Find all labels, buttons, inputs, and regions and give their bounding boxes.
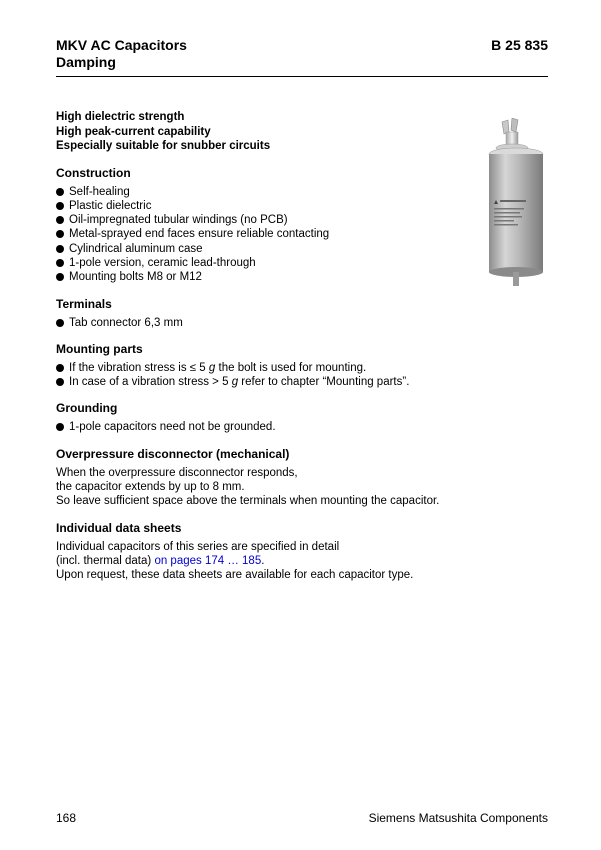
title-line-2: Damping [56, 54, 116, 70]
section-grounding [56, 401, 486, 434]
text-line: the capacitor extends by up to 8 mm. [56, 481, 245, 494]
paragraph [56, 466, 486, 509]
text-fragment: . [261, 554, 265, 567]
feature-highlight: High peak-current capability [56, 125, 211, 138]
list-item: Plastic dielectric [56, 199, 486, 213]
text-line: Upon request, these data sheets are available for each capacitor type. [56, 569, 414, 582]
paragraph [56, 540, 486, 583]
list-item: 1-pole version, ceramic lead-through [56, 256, 486, 270]
list-item: Self-healing [56, 185, 486, 199]
text-fragment: refer to chapter “Mounting parts”. [238, 376, 410, 389]
text-fragment: the bolt is used for mounting. [215, 361, 367, 374]
section-terminals [56, 297, 486, 330]
section-heading: Terminals [56, 296, 112, 311]
section-heading: Overpressure disconnector (mechanical) [56, 446, 290, 461]
section-construction [56, 166, 486, 285]
main-content [56, 110, 486, 583]
section-heading: Construction [56, 165, 131, 180]
feature-highlight: Especially suitable for snubber circuits [56, 140, 271, 152]
g-symbol: g [231, 376, 239, 389]
title-line-1: MKV AC Capacitors [56, 37, 187, 53]
page-title [56, 37, 187, 71]
list-item: Cylindrical aluminum case [56, 242, 486, 256]
page-reference-link[interactable]: on pages 174 … 185 [154, 554, 262, 567]
list-item: Tab connector 6,3 mm [56, 316, 486, 330]
g-symbol: g [208, 361, 216, 374]
section-data-sheets [56, 521, 486, 583]
text-fragment: In case of a vibration stress > 5 [69, 376, 232, 389]
section-heading: Individual data sheets [56, 520, 182, 535]
text-fragment: If the vibration stress is ≤ 5 [69, 361, 209, 374]
list-item: Mounting bolts M8 or M12 [56, 270, 486, 284]
feature-highlight: High dielectric strength [56, 111, 185, 123]
page-number: 168 [56, 811, 77, 825]
text-line: Individual capacitors of this series are specified in detail [56, 540, 340, 553]
section-heading: Mounting parts [56, 341, 143, 356]
section-overpressure [56, 447, 486, 509]
capacitor-photo-icon [476, 118, 556, 290]
list-item: 1-pole capacitors need not be grounded. [56, 420, 486, 434]
text-line: So leave sufficient space above the terminals when mounting the capacitor. [56, 495, 440, 508]
text-fragment: (incl. thermal data) [56, 554, 155, 567]
list-item: Oil-impregnated tubular windings (no PCB) [56, 213, 486, 227]
text-line: When the overpressure disconnector responds, [56, 466, 298, 479]
section-heading: Grounding [56, 401, 118, 416]
header-divider [56, 76, 548, 77]
list-item [56, 361, 486, 375]
product-code: B 25 835 [491, 37, 548, 53]
list-item: Metal-sprayed end faces ensure reliable contacting [56, 227, 486, 241]
list-item [56, 375, 486, 389]
section-mounting-parts [56, 342, 486, 390]
company-name: Siemens Matsushita Components [368, 811, 548, 825]
